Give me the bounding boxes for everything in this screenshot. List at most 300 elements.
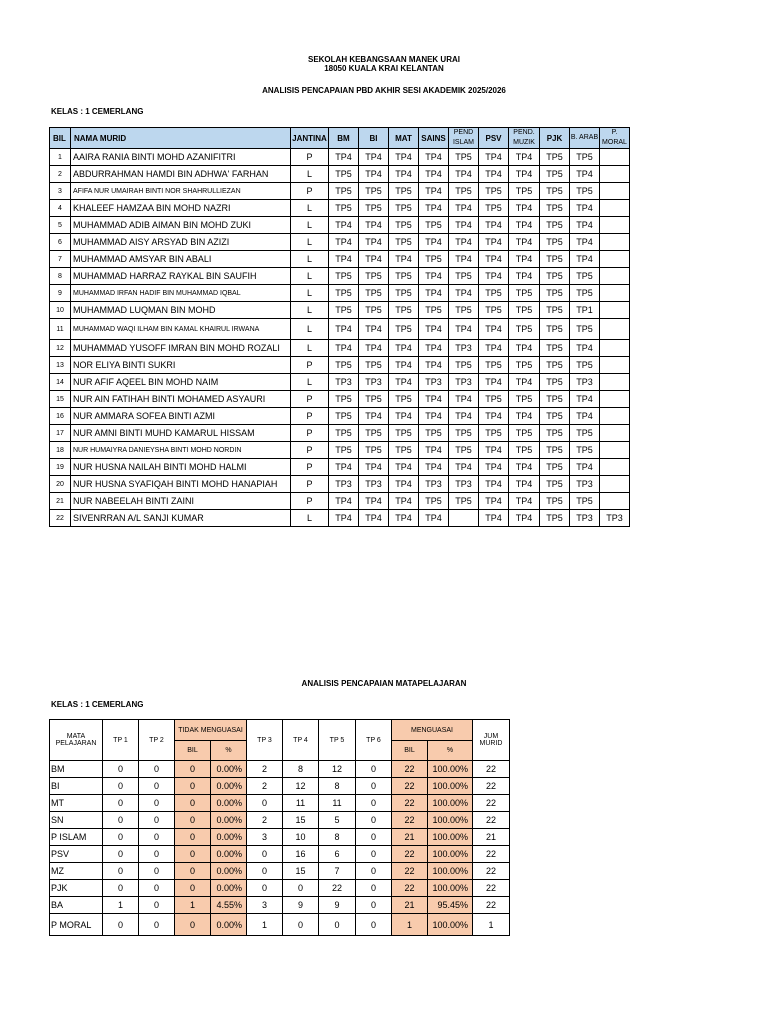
- cell-tp4: 12: [283, 778, 319, 795]
- cell-tp2: 0: [139, 863, 175, 880]
- cell-tp5: 12: [319, 761, 356, 778]
- table-row: [50, 200, 630, 217]
- cell-tidak-pct: 4.55%: [211, 897, 247, 914]
- cell-menguasai-pct: 100.00%: [428, 795, 473, 812]
- cell-tp4: 0: [283, 880, 319, 897]
- cell-tp3: 0: [247, 863, 283, 880]
- cell-bil: 20: [50, 476, 71, 493]
- cell-bil: 9: [50, 285, 71, 302]
- cell-sains: TP5: [419, 302, 449, 319]
- cell-b-arab: TP5: [570, 442, 600, 459]
- cell-bm: TP5: [329, 166, 359, 183]
- cell-p-moral: [600, 234, 630, 251]
- table-row: [50, 319, 630, 340]
- cell-tp2: 0: [139, 829, 175, 846]
- cell-nama: NUR AIN FATIHAH BINTI MOHAMED ASYAURI: [71, 391, 291, 408]
- cell-p-moral: [600, 340, 630, 357]
- cell-b-arab: TP5: [570, 285, 600, 302]
- cell-sains: TP5: [419, 251, 449, 268]
- cell-bi: TP4: [359, 166, 389, 183]
- cell-pjk: TP5: [540, 149, 570, 166]
- table-row: [50, 476, 630, 493]
- col-tp5: TP 5: [319, 720, 356, 761]
- cell-tp6: 0: [356, 812, 392, 829]
- cell-tp5: 11: [319, 795, 356, 812]
- table-row: [50, 268, 630, 285]
- cell-bm: TP4: [329, 510, 359, 527]
- cell-mat: TP5: [389, 391, 419, 408]
- cell-bi: TP4: [359, 251, 389, 268]
- table-row: [50, 217, 630, 234]
- cell-bm: TP5: [329, 442, 359, 459]
- cell-p-moral: [600, 476, 630, 493]
- cell-p-moral: [600, 302, 630, 319]
- cell-nama: AFIFA NUR UMAIRAH BINTI NOR SHAHRULLIEZAN: [71, 183, 291, 200]
- cell-bm: TP4: [329, 319, 359, 340]
- cell-tp1: 0: [103, 812, 139, 829]
- table-row: [50, 897, 510, 914]
- cell-jantina: L: [291, 217, 329, 234]
- cell-menguasai-bil: 22: [392, 863, 428, 880]
- cell-tp2: 0: [139, 812, 175, 829]
- cell-pend-muzik: TP4: [509, 493, 540, 510]
- cell-p-moral: [600, 442, 630, 459]
- cell-pend-muzik: TP4: [509, 217, 540, 234]
- cell-bil: 3: [50, 183, 71, 200]
- cell-jantina: P: [291, 183, 329, 200]
- cell-jum-murid: 22: [473, 761, 510, 778]
- cell-bm: TP5: [329, 408, 359, 425]
- cell-p-moral: [600, 357, 630, 374]
- cell-subject: P ISLAM: [50, 829, 103, 846]
- cell-tp3: 2: [247, 778, 283, 795]
- cell-b-arab: TP3: [570, 374, 600, 391]
- cell-pjk: TP5: [540, 166, 570, 183]
- cell-sains: TP4: [419, 340, 449, 357]
- cell-psv: TP4: [479, 374, 509, 391]
- col-tp6: TP 6: [356, 720, 392, 761]
- cell-mat: TP4: [389, 374, 419, 391]
- cell-pend-muzik: TP4: [509, 510, 540, 527]
- cell-mat: TP5: [389, 200, 419, 217]
- cell-bm: TP4: [329, 459, 359, 476]
- cell-tp4: 10: [283, 829, 319, 846]
- subject-analysis-title: ANALISIS PENCAPAIAN MATAPELAJARAN: [301, 679, 467, 688]
- cell-jum-murid: 22: [473, 812, 510, 829]
- cell-psv: TP4: [479, 166, 509, 183]
- col-nama-murid: NAMA MURID: [71, 128, 291, 149]
- cell-tp4: 15: [283, 812, 319, 829]
- cell-subject: BA: [50, 897, 103, 914]
- cell-b-arab: TP4: [570, 166, 600, 183]
- cell-tp2: 0: [139, 880, 175, 897]
- table-row: [50, 846, 510, 863]
- cell-bil: 4: [50, 200, 71, 217]
- cell-tp6: 0: [356, 778, 392, 795]
- table-row: [50, 340, 630, 357]
- cell-tp1: 1: [103, 897, 139, 914]
- cell-jantina: L: [291, 234, 329, 251]
- cell-pend-muzik: TP4: [509, 459, 540, 476]
- table-row: [50, 778, 510, 795]
- cell-psv: TP4: [479, 268, 509, 285]
- cell-pjk: TP5: [540, 251, 570, 268]
- col-jantina: JANTINA: [291, 128, 329, 149]
- cell-bm: TP3: [329, 476, 359, 493]
- cell-mat: TP5: [389, 268, 419, 285]
- cell-pjk: TP5: [540, 425, 570, 442]
- cell-bil: 19: [50, 459, 71, 476]
- cell-tidak-bil: 1: [175, 897, 211, 914]
- cell-pend-islam: TP4: [449, 391, 479, 408]
- cell-tp1: 0: [103, 880, 139, 897]
- cell-tidak-pct: 0.00%: [211, 812, 247, 829]
- cell-jantina: P: [291, 476, 329, 493]
- cell-menguasai-bil: 22: [392, 880, 428, 897]
- cell-bil: 7: [50, 251, 71, 268]
- cell-jantina: L: [291, 319, 329, 340]
- cell-bil: 15: [50, 391, 71, 408]
- cell-psv: TP5: [479, 285, 509, 302]
- cell-mat: TP4: [389, 340, 419, 357]
- cell-menguasai-pct: 100.00%: [428, 863, 473, 880]
- cell-menguasai-pct: 100.00%: [428, 812, 473, 829]
- cell-psv: TP5: [479, 425, 509, 442]
- cell-psv: TP4: [479, 442, 509, 459]
- cell-p-moral: [600, 183, 630, 200]
- cell-b-arab: TP3: [570, 510, 600, 527]
- cell-pend-islam: TP4: [449, 459, 479, 476]
- cell-jum-murid: 22: [473, 778, 510, 795]
- cell-jum-murid: 22: [473, 880, 510, 897]
- cell-pend-islam: TP5: [449, 442, 479, 459]
- cell-tp5: 8: [319, 829, 356, 846]
- cell-bil: 11: [50, 319, 71, 340]
- cell-nama: MUHAMMAD IRFAN HADIF BIN MUHAMMAD IQBAL: [71, 285, 291, 302]
- cell-bi: TP3: [359, 374, 389, 391]
- school-address: 18050 KUALA KRAI KELANTAN: [324, 64, 444, 73]
- cell-tidak-pct: 0.00%: [211, 761, 247, 778]
- cell-b-arab: TP4: [570, 391, 600, 408]
- cell-pend-muzik: TP4: [509, 166, 540, 183]
- col-bi: BI: [359, 128, 389, 149]
- cell-pend-islam: TP4: [449, 319, 479, 340]
- cell-tidak-bil: 0: [175, 829, 211, 846]
- cell-b-arab: TP5: [570, 183, 600, 200]
- cell-bm: TP4: [329, 493, 359, 510]
- cell-p-moral: [600, 319, 630, 340]
- cell-mat: TP4: [389, 166, 419, 183]
- cell-tp3: 0: [247, 880, 283, 897]
- cell-pend-islam: TP5: [449, 302, 479, 319]
- cell-menguasai-bil: 21: [392, 829, 428, 846]
- cell-tidak-pct: 0.00%: [211, 795, 247, 812]
- cell-tp4: 8: [283, 761, 319, 778]
- cell-jantina: P: [291, 493, 329, 510]
- cell-psv: TP4: [479, 459, 509, 476]
- cell-pend-muzik: TP5: [509, 302, 540, 319]
- cell-bil: 21: [50, 493, 71, 510]
- col-p-moral: P. MORAL: [600, 128, 630, 149]
- cell-jum-murid: 1: [473, 914, 510, 936]
- table-row: [50, 302, 630, 319]
- cell-bi: TP4: [359, 408, 389, 425]
- cell-nama: NUR AMMARA SOFEA BINTI AZMI: [71, 408, 291, 425]
- cell-tp2: 0: [139, 778, 175, 795]
- cell-menguasai-pct: 100.00%: [428, 846, 473, 863]
- student-table-header: [50, 128, 630, 149]
- table-row: [50, 391, 630, 408]
- cell-psv: TP5: [479, 183, 509, 200]
- cell-pjk: TP5: [540, 374, 570, 391]
- cell-psv: TP4: [479, 408, 509, 425]
- cell-tp6: 0: [356, 897, 392, 914]
- cell-tp2: 0: [139, 897, 175, 914]
- cell-subject: SN: [50, 812, 103, 829]
- col-tp1: TP 1: [103, 720, 139, 761]
- cell-b-arab: TP4: [570, 234, 600, 251]
- cell-b-arab: TP5: [570, 425, 600, 442]
- table-row: [50, 863, 510, 880]
- cell-menguasai-pct: 100.00%: [428, 829, 473, 846]
- cell-b-arab: TP5: [570, 319, 600, 340]
- cell-tp4: 0: [283, 914, 319, 936]
- student-results-table: [49, 127, 630, 527]
- cell-tp3: 0: [247, 795, 283, 812]
- cell-tp6: 0: [356, 846, 392, 863]
- col-tidak-bil: BIL: [175, 741, 211, 761]
- cell-jum-murid: 22: [473, 795, 510, 812]
- cell-sains: TP4: [419, 319, 449, 340]
- table-row: [50, 493, 630, 510]
- cell-subject: PSV: [50, 846, 103, 863]
- cell-mat: TP5: [389, 217, 419, 234]
- cell-pend-islam: TP5: [449, 183, 479, 200]
- cell-pend-islam: TP5: [449, 493, 479, 510]
- cell-menguasai-bil: 1: [392, 914, 428, 936]
- cell-p-moral: [600, 408, 630, 425]
- col-jum-murid: JUM MURID: [473, 720, 510, 761]
- cell-pend-islam: TP3: [449, 374, 479, 391]
- cell-tidak-bil: 0: [175, 863, 211, 880]
- cell-sains: TP5: [419, 217, 449, 234]
- cell-p-moral: [600, 268, 630, 285]
- cell-tidak-pct: 0.00%: [211, 880, 247, 897]
- cell-jantina: P: [291, 442, 329, 459]
- col-tp4: TP 4: [283, 720, 319, 761]
- cell-bm: TP5: [329, 425, 359, 442]
- cell-psv: TP5: [479, 200, 509, 217]
- cell-menguasai-pct: 100.00%: [428, 778, 473, 795]
- cell-tp6: 0: [356, 829, 392, 846]
- cell-pend-muzik: TP4: [509, 408, 540, 425]
- cell-b-arab: TP5: [570, 149, 600, 166]
- table-row: [50, 408, 630, 425]
- cell-pjk: TP5: [540, 217, 570, 234]
- cell-bm: TP3: [329, 374, 359, 391]
- cell-bm: TP5: [329, 183, 359, 200]
- cell-nama: MUHAMMAD WAQI ILHAM BIN KAMAL KHAIRUL IRWANA: [71, 319, 291, 340]
- cell-mat: TP5: [389, 319, 419, 340]
- cell-pend-islam: TP5: [449, 425, 479, 442]
- cell-p-moral: [600, 425, 630, 442]
- cell-bm: TP4: [329, 149, 359, 166]
- cell-jantina: P: [291, 459, 329, 476]
- cell-tp4: 16: [283, 846, 319, 863]
- cell-pend-muzik: TP4: [509, 340, 540, 357]
- cell-menguasai-pct: 100.00%: [428, 914, 473, 936]
- cell-mat: TP4: [389, 357, 419, 374]
- table-row: [50, 166, 630, 183]
- cell-menguasai-bil: 21: [392, 897, 428, 914]
- table-row: [50, 829, 510, 846]
- cell-subject: PJK: [50, 880, 103, 897]
- cell-tp5: 0: [319, 914, 356, 936]
- cell-sains: TP3: [419, 476, 449, 493]
- table-row: [50, 285, 630, 302]
- cell-pend-muzik: TP5: [509, 319, 540, 340]
- cell-jantina: L: [291, 510, 329, 527]
- cell-subject: P MORAL: [50, 914, 103, 936]
- cell-tidak-bil: 0: [175, 795, 211, 812]
- cell-bi: TP5: [359, 268, 389, 285]
- table-row: [50, 795, 510, 812]
- col-sains: SAINS: [419, 128, 449, 149]
- cell-tp1: 0: [103, 863, 139, 880]
- col-menguasai: MENGUASAI: [392, 720, 473, 741]
- cell-tp3: 2: [247, 812, 283, 829]
- cell-bi: TP4: [359, 217, 389, 234]
- table-row: [50, 251, 630, 268]
- cell-bil: 5: [50, 217, 71, 234]
- cell-tp4: 11: [283, 795, 319, 812]
- cell-jum-murid: 22: [473, 863, 510, 880]
- cell-bi: TP3: [359, 476, 389, 493]
- cell-tp6: 0: [356, 880, 392, 897]
- col-psv: PSV: [479, 128, 509, 149]
- table-row: [50, 374, 630, 391]
- cell-tidak-bil: 0: [175, 812, 211, 829]
- cell-bil: 13: [50, 357, 71, 374]
- cell-bil: 10: [50, 302, 71, 319]
- cell-mat: TP5: [389, 285, 419, 302]
- col-tp3: TP 3: [247, 720, 283, 761]
- cell-bm: TP5: [329, 285, 359, 302]
- cell-bi: TP5: [359, 200, 389, 217]
- cell-pend-muzik: TP5: [509, 391, 540, 408]
- cell-pend-muzik: TP5: [509, 442, 540, 459]
- cell-bil: 22: [50, 510, 71, 527]
- cell-pend-muzik: TP5: [509, 285, 540, 302]
- cell-sains: TP4: [419, 510, 449, 527]
- cell-bm: TP4: [329, 251, 359, 268]
- cell-tp6: 0: [356, 914, 392, 936]
- cell-tp1: 0: [103, 914, 139, 936]
- cell-pjk: TP5: [540, 442, 570, 459]
- col-menguasai-bil: BIL: [392, 741, 428, 761]
- cell-sains: TP4: [419, 183, 449, 200]
- cell-b-arab: TP5: [570, 493, 600, 510]
- table-row: [50, 234, 630, 251]
- cell-nama: SIVENRRAN A/L SANJI KUMAR: [71, 510, 291, 527]
- cell-tp6: 0: [356, 795, 392, 812]
- cell-pend-muzik: TP5: [509, 183, 540, 200]
- cell-menguasai-bil: 22: [392, 778, 428, 795]
- cell-pend-islam: TP5: [449, 357, 479, 374]
- cell-pend-islam: TP3: [449, 340, 479, 357]
- cell-pjk: TP5: [540, 268, 570, 285]
- cell-p-moral: [600, 493, 630, 510]
- cell-pjk: TP5: [540, 408, 570, 425]
- col-b-arab: B. ARAB: [570, 128, 600, 149]
- cell-bm: TP4: [329, 217, 359, 234]
- cell-tidak-pct: 0.00%: [211, 914, 247, 936]
- cell-tp5: 7: [319, 863, 356, 880]
- cell-pend-islam: TP4: [449, 408, 479, 425]
- cell-pjk: TP5: [540, 391, 570, 408]
- cell-psv: TP4: [479, 493, 509, 510]
- cell-p-moral: [600, 217, 630, 234]
- cell-nama: NUR HUMAIYRA DANIEYSHA BINTI MOHD NORDIN: [71, 442, 291, 459]
- cell-jantina: L: [291, 268, 329, 285]
- cell-pend-islam: TP5: [449, 149, 479, 166]
- cell-mat: TP4: [389, 493, 419, 510]
- cell-bi: TP4: [359, 493, 389, 510]
- cell-tp4: 9: [283, 897, 319, 914]
- cell-bi: TP5: [359, 357, 389, 374]
- table-row: [50, 459, 630, 476]
- cell-pend-muzik: TP5: [509, 425, 540, 442]
- cell-tp2: 0: [139, 795, 175, 812]
- cell-b-arab: TP4: [570, 251, 600, 268]
- cell-pend-muzik: TP4: [509, 251, 540, 268]
- table-row: [50, 425, 630, 442]
- cell-sains: TP4: [419, 459, 449, 476]
- school-name: SEKOLAH KEBANGSAAN MANEK URAI: [307, 55, 460, 64]
- cell-b-arab: TP5: [570, 357, 600, 374]
- table-row: [50, 442, 630, 459]
- cell-p-moral: [600, 251, 630, 268]
- cell-jum-murid: 22: [473, 897, 510, 914]
- col-bm: BM: [329, 128, 359, 149]
- cell-pjk: TP5: [540, 285, 570, 302]
- cell-jantina: L: [291, 251, 329, 268]
- cell-tidak-bil: 0: [175, 846, 211, 863]
- cell-tidak-bil: 0: [175, 778, 211, 795]
- cell-tp2: 0: [139, 914, 175, 936]
- col-pend-muzik: PEND. MUZIK: [509, 128, 540, 149]
- cell-mat: TP4: [389, 459, 419, 476]
- cell-psv: TP4: [479, 476, 509, 493]
- col-pend-islam: PEND ISLAM: [449, 128, 479, 149]
- col-bil: BIL: [50, 128, 71, 149]
- cell-pjk: TP5: [540, 319, 570, 340]
- cell-bm: TP5: [329, 200, 359, 217]
- cell-mat: TP4: [389, 251, 419, 268]
- cell-jum-murid: 21: [473, 829, 510, 846]
- cell-pend-muzik: TP4: [509, 234, 540, 251]
- cell-tp6: 0: [356, 863, 392, 880]
- cell-pend-islam: TP4: [449, 251, 479, 268]
- cell-mat: TP4: [389, 149, 419, 166]
- cell-sains: TP4: [419, 357, 449, 374]
- cell-nama: NUR HUSNA SYAFIQAH BINTI MOHD HANAPIAH: [71, 476, 291, 493]
- cell-pend-muzik: TP4: [509, 374, 540, 391]
- col-tidak-pct: %: [211, 741, 247, 761]
- cell-pend-islam: TP4: [449, 200, 479, 217]
- cell-psv: TP4: [479, 234, 509, 251]
- cell-pend-islam: TP4: [449, 217, 479, 234]
